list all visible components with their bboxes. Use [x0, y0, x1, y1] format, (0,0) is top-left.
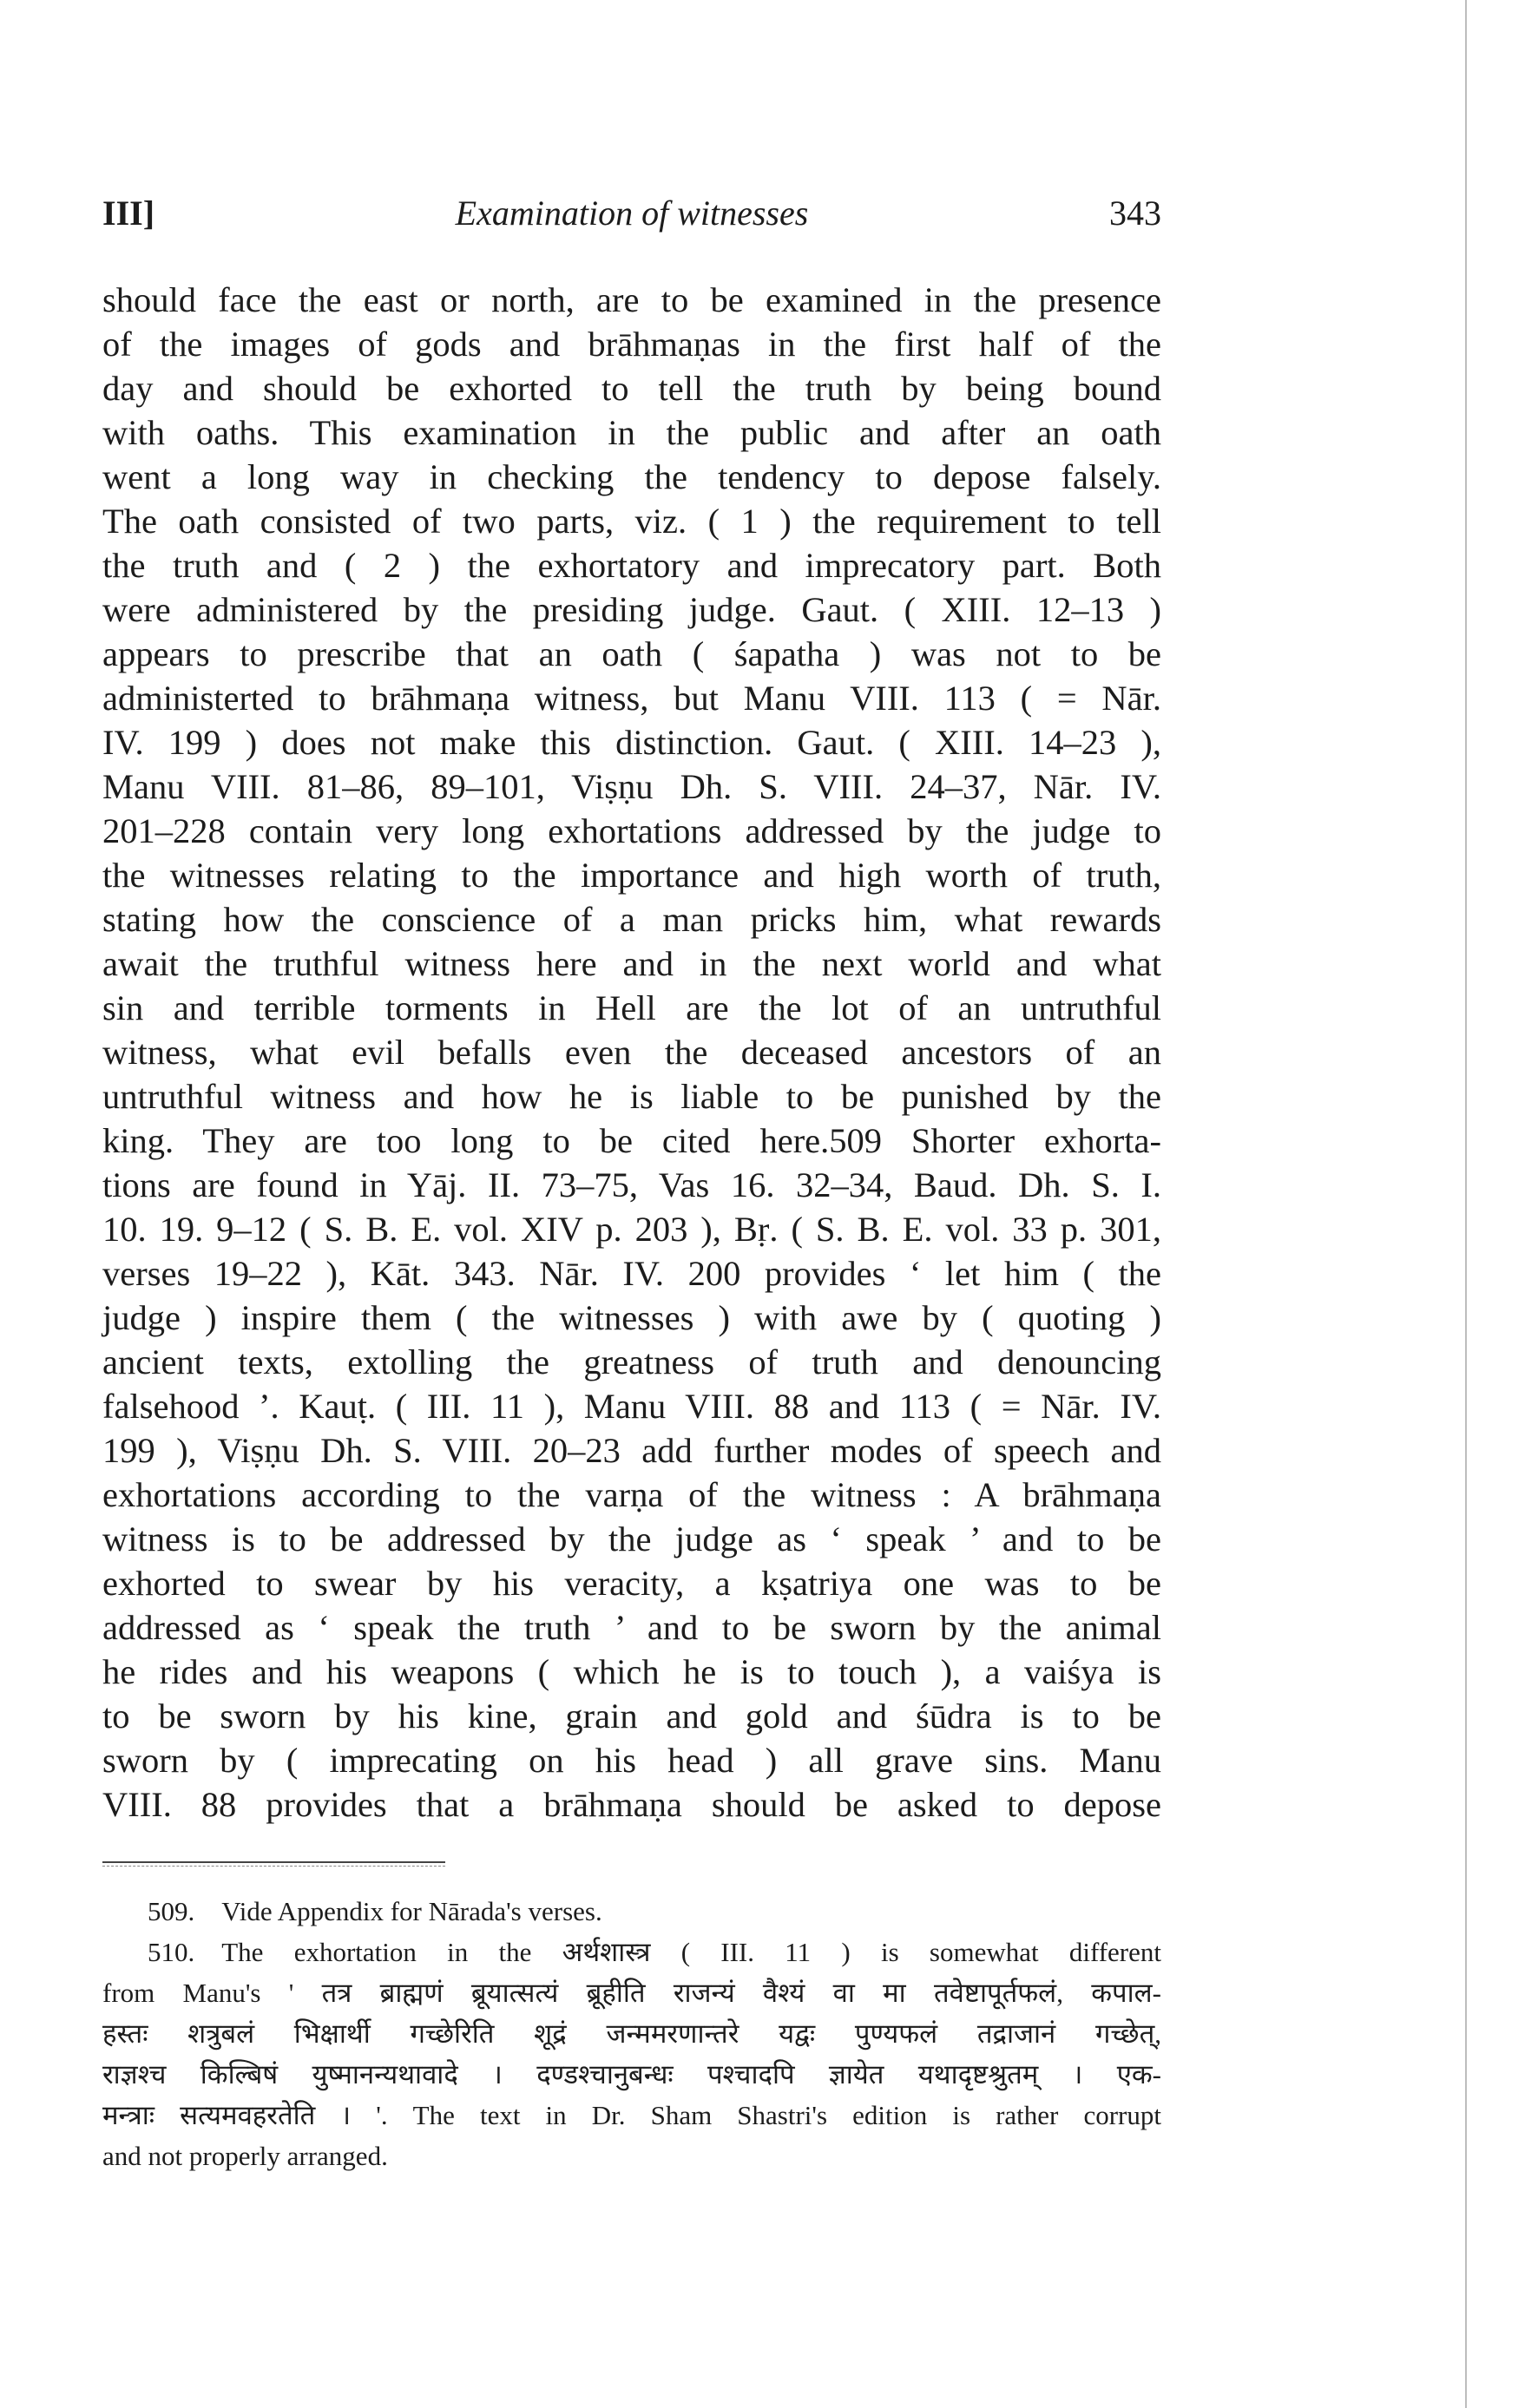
text-line: untruthful witness and how he is liable to be punished by the: [102, 1077, 1161, 1116]
text-line: day and should be exhorted to tell the truth by being bound: [102, 369, 1161, 408]
book-page: [102, 182, 1161, 2176]
footnote-text: from Manu's ' तत्र ब्राह्मणं ब्रूयात्सत्यं ब्रूहीति राजन्यं वैश्यं वा मा तवेष्टापूर्तफलं, कपाल-: [102, 1978, 1161, 2008]
footnote-text: मन्त्राः सत्यमवहरतेति । '. The text in Dr. Sham Shastri's edition is rather corrupt: [102, 2100, 1161, 2130]
page-edge-line: [1465, 0, 1467, 2408]
text-line: sworn by ( imprecating on his head ) all grave sins. Manu: [102, 1741, 1161, 1780]
text-line: of the images of gods and brāhmaṇas in the first half of the: [102, 325, 1161, 364]
text-line: appears to prescribe that an oath ( śapatha ) was not to be: [102, 634, 1161, 673]
text-line: tions are found in Yāj. II. 73–75, Vas 16. 32–34, Baud. Dh. S. I.: [102, 1165, 1161, 1204]
text-line: exhortations according to the varṇa of the witness : A brāhmaṇa: [102, 1475, 1161, 1514]
footnote: [102, 1932, 1161, 2176]
text-line: to be sworn by his kine, grain and gold and śūdra is to be: [102, 1696, 1161, 1735]
text-line: administerted to brāhmaṇa witness, but Manu VIII. 113 ( = Nār.: [102, 679, 1161, 718]
text-line: were administered by the presiding judge. Gaut. ( XIII. 12–13 ): [102, 590, 1161, 629]
page-header: [102, 182, 1161, 243]
text-line: exhorted to swear by his veracity, a kṣatriya one was to be: [102, 1564, 1161, 1603]
text-line: verses 19–22 ), Kāt. 343. Nār. IV. 200 provides ‘ let him ( the: [102, 1254, 1161, 1293]
text-line: sin and terrible torments in Hell are the lot of an untruthful: [102, 988, 1161, 1027]
footnote-text: The exhortation in the अर्थशास्त्र ( III. 11 ) is somewhat different: [221, 1937, 1161, 1967]
text-line: addressed as ‘ speak the truth ’ and to be sworn by the animal: [102, 1608, 1161, 1647]
text-line: judge ) inspire them ( the witnesses ) with awe by ( quoting ): [102, 1298, 1161, 1337]
text-line: The oath consisted of two parts, viz. ( 1 ) the requirement to tell: [102, 502, 1161, 541]
text-line: king. They are too long to be cited here.509 Shorter exhorta-: [102, 1121, 1161, 1160]
footnote-rule: [102, 1861, 445, 1867]
text-line: should face the east or north, are to be examined in the presence: [102, 280, 1161, 319]
footnote-text: राज्ञश्च किल्बिषं युष्मानन्यथावादे । दण्डश्चानुबन्धः पश्चादपि ज्ञायेत यथादृष्टश्रुतम् । एक-: [102, 2059, 1161, 2090]
text-line: stating how the conscience of a man pricks him, what rewards: [102, 900, 1161, 939]
text-line: he rides and his weapons ( which he is to touch ), a vaiśya is: [102, 1652, 1161, 1691]
text-line: 201–228 contain very long exhortations addressed by the judge to: [102, 811, 1161, 850]
text-line: ancient texts, extolling the greatness of truth and denouncing: [102, 1342, 1161, 1381]
footnote-line: [102, 1891, 1161, 1932]
section-marker: III]: [102, 194, 155, 233]
text-line: the truth and ( 2 ) the exhortatory and imprecatory part. Both: [102, 546, 1161, 585]
text-line: IV. 199 ) does not make this distinction. Gaut. ( XIII. 14–23 ),: [102, 723, 1161, 762]
footnote-number: 510.: [148, 1937, 195, 1967]
footnote-text: हस्तः शत्रुबलं भिक्षार्थी गच्छेरिति शूद्रं जन्ममरणान्तरे यद्वः पुण्यफलं तद्राजानं गच्छेत्,: [102, 2018, 1161, 2049]
footnote-number: 509.: [148, 1896, 195, 1926]
text-line: 199 ), Viṣṇu Dh. S. VIII. 20–23 add further modes of speech and: [102, 1431, 1161, 1470]
footnote-line: [102, 1932, 1161, 1972]
text-line: witness, what evil befalls even the deceased ancestors of an: [102, 1033, 1161, 1072]
text-line: the witnesses relating to the importance and high worth of truth,: [102, 856, 1161, 895]
footnote: [102, 1891, 1161, 1932]
footnote-line: [102, 2013, 1161, 2054]
text-line: went a long way in checking the tendency to depose falsely.: [102, 457, 1161, 496]
footnotes: [102, 1891, 1161, 2176]
footnote-line: [102, 1972, 1161, 2013]
text-line: witness is to be addressed by the judge as ‘ speak ’ and to be: [102, 1519, 1161, 1558]
footnote-text: Vide Appendix for Nārada's verses.: [221, 1896, 602, 1926]
text-line: VIII. 88 provides that a brāhmaṇa should be asked to depose: [102, 1785, 1161, 1824]
text-line: await the truthful witness here and in the next world and what: [102, 944, 1161, 983]
footnote-line: [102, 2095, 1161, 2136]
text-line: Manu VIII. 81–86, 89–101, Viṣṇu Dh. S. VIII. 24–37, Nār. IV.: [102, 767, 1161, 806]
main-text: [102, 278, 1161, 1827]
page-number: 343: [1109, 194, 1161, 233]
running-title: Examination of witnesses: [455, 194, 809, 233]
footnote-line: [102, 2136, 1161, 2176]
text-line: falsehood ’. Kauṭ. ( III. 11 ), Manu VIII. 88 and 113 ( = Nār. IV.: [102, 1387, 1161, 1426]
text-line: with oaths. This examination in the public and after an oath: [102, 413, 1161, 452]
footnote-line: [102, 2054, 1161, 2095]
footnote-text: and not properly arranged.: [102, 2141, 388, 2171]
text-line: 10. 19. 9–12 ( S. B. E. vol. XIV p. 203 ), Bṛ. ( S. B. E. vol. 33 p. 301,: [102, 1210, 1161, 1249]
